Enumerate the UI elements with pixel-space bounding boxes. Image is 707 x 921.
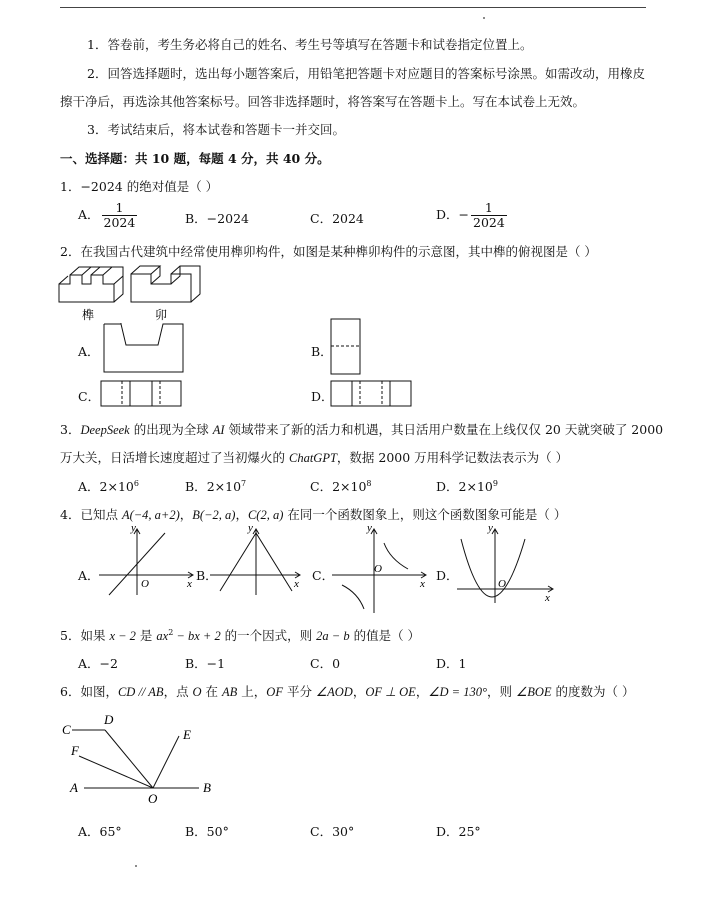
q5-option-c: C．0 [310, 656, 341, 671]
q3-option-c: C．$2\times 10^8$ [310, 478, 372, 494]
y-axis-label: y [248, 523, 253, 534]
q2-figure-a [103, 323, 185, 373]
q4-stem: 4．已知点 A(−4, a+2)，B(−2, a)，C(2, a) 在同一个函数图象上，则这个函数图象可能是（ ） [60, 507, 567, 522]
instruction-3: 3．考试结束后，将本试卷和答题卡一并交回。 [87, 122, 345, 137]
y-axis-label: y [367, 523, 372, 534]
instruction-2-cont: 擦干净后，再选涂其他答案标号。回答非选择题时，将答案写在答题卡上。写在本试卷上无效。 [60, 94, 586, 109]
point-c-label: C [62, 722, 71, 737]
x-axis-label: x [187, 578, 192, 590]
q1-option-b: B．−2024 [185, 211, 249, 226]
q5-option-d: D．1 [436, 656, 467, 671]
mortise-tenon-figure [56, 262, 206, 322]
q2-stem: 2．在我国古代建筑中经常使用榫卯构件，如图是某种榫卯构件的示意图，其中榫的俯视图是（ ） [60, 244, 597, 259]
q1-option-d: D．− $\frac{1}{2024}$ [436, 200, 505, 230]
q1-stem: 1．−2024 的绝对值是（ ） [60, 179, 219, 194]
q5-stem: 5．如果 x − 2 是 $ax^2$ − bx + 2 的一个因式，则 2a − b 的值是（ ） [60, 627, 421, 643]
point-f-label: F [71, 743, 79, 758]
mortise-label: 卯 [155, 308, 168, 322]
q6-stem: 6．如图，CD // AB，点 O 在 AB 上，OF 平分 ∠AOD，OF ⊥ OE，∠D = 130°，则 ∠BOE 的度数为（ ） [60, 684, 635, 699]
q6-option-b: B．50° [185, 824, 229, 839]
q3-option-a: A．$2\times 10^6$ [78, 478, 139, 494]
q1-option-c: C．2024 [310, 211, 364, 226]
q4-graph-d [455, 523, 557, 605]
point-a-label: A [70, 780, 78, 795]
q2-figure-d [330, 380, 414, 408]
q4-option-a: A． [78, 568, 100, 583]
q4-option-d: D． [436, 568, 459, 583]
q5-option-b: B．−1 [185, 656, 226, 671]
x-axis-label: x [420, 578, 425, 590]
instruction-2: 2．回答选择题时，选出每小题答案后，用铅笔把答题卡对应题目的答案标号涂黑。如需改动，用橡皮 [87, 66, 645, 81]
q2-option-d: D． [311, 389, 334, 404]
q3-stem-line1: 3．DeepSeek 的出现为全球 AI 领域带来了新的活力和机遇，其日活用户数量在上线仅仅 20 天就突破了 2000 [60, 422, 664, 437]
q2-option-c: C． [78, 389, 101, 404]
section-heading: 一、选择题：共 10 题，每题 4 分，共 40 分。 [60, 151, 330, 166]
page-mark [483, 17, 485, 19]
instruction-1: 1．答卷前，考生务必将自己的姓名、考生号等填写在答题卡和试卷指定位置上。 [87, 37, 533, 52]
origin-label: O [374, 563, 382, 575]
point-d-label: D [104, 712, 114, 727]
x-axis-label: x [294, 578, 299, 590]
header-rule [60, 7, 646, 8]
q3-option-b: B．$2\times 10^7$ [185, 478, 247, 494]
q6-option-c: C．30° [310, 824, 355, 839]
origin-label: O [141, 578, 149, 590]
q4-graph-c [330, 523, 430, 615]
y-axis-label: y [131, 523, 136, 534]
q4-option-c: C． [312, 568, 335, 583]
q5-option-a: A．−2 [78, 656, 118, 671]
q6-option-a: A．65° [78, 824, 122, 839]
q2-figure-b [330, 318, 362, 376]
point-e-label: E [183, 727, 191, 742]
q3-option-d: D．$2\times 10^9$ [436, 478, 498, 494]
page-mark [135, 865, 137, 867]
tenon-label: 榫 [82, 308, 95, 322]
point-o-label: O [148, 791, 158, 806]
q6-geometry-figure [56, 708, 226, 808]
q2-option-a: A． [78, 344, 100, 359]
q2-option-b: B． [311, 344, 333, 359]
q3-stem-line2: 万大关，日活增长速度超过了当初爆火的 ChatGPT，数据 2000 万用科学记数法表示为（ ） [60, 450, 569, 465]
y-axis-label: y [488, 523, 493, 534]
q4-option-b: B． [196, 568, 218, 583]
q2-figure-c [100, 380, 184, 408]
q4-graph-a [97, 523, 197, 598]
origin-label: O [498, 578, 506, 590]
x-axis-label: x [545, 592, 550, 604]
q6-option-d: D．25° [436, 824, 481, 839]
q4-graph-b [208, 523, 304, 598]
point-b-label: B [203, 780, 211, 795]
q1-option-a: A． $\frac{1}{2024}$ [78, 200, 136, 230]
